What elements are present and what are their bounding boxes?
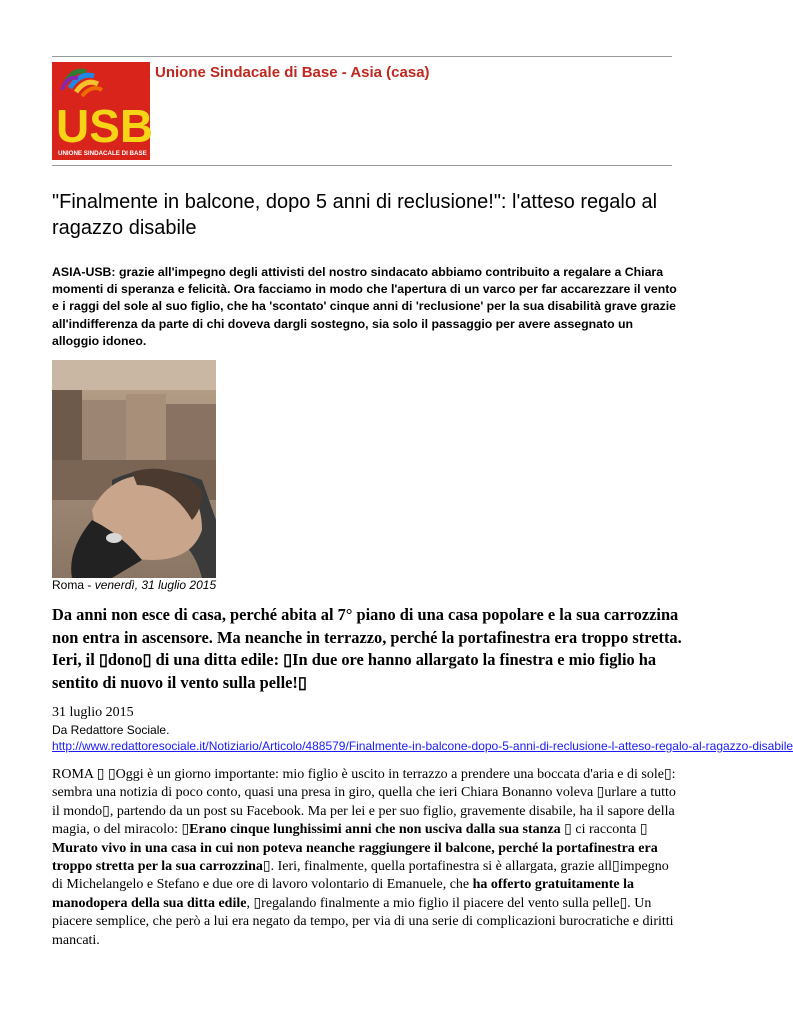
article-date: 31 luglio 2015 bbox=[52, 705, 134, 720]
article-title: "Finalmente in balcone, dopo 5 anni di reclusione!": l'atteso regalo al ragazzo disabile bbox=[52, 191, 658, 239]
caption-place: Roma - bbox=[52, 578, 95, 592]
photo-caption bbox=[52, 578, 216, 592]
article-lead: Da anni non esce di casa, perché abita al 7° piano di una casa popolare e la sua carrozzina non entra in ascensore. Ma neanche in terrazzo, perché la portafinestra era troppo stretta. Ieri, il ▯dono▯ di una ditta edile: ▯In due ore hanno allargato la finestra e mio figlio ha sentito di nuovo il vento sulla pelle!▯ bbox=[52, 605, 682, 692]
source-link[interactable]: http://www.redattoresociale.it/Notiziario/Articolo/488579/Finalmente-in-balcone-dopo-5-anni-di-reclusione-l-atteso-regalo-al-ragazzo-disabile bbox=[52, 739, 793, 753]
body-bold-1: Erano cinque lunghissimi anni che non usciva dalla sua stanza bbox=[189, 822, 561, 838]
usb-logo bbox=[52, 62, 154, 160]
body-bold-3: ha offerto gratuitamente la manodopera della sua ditta edile bbox=[52, 877, 634, 911]
body-text-2: ▯ ci racconta ▯ bbox=[560, 822, 648, 838]
body-text-1: ROMA ▯ ▯Oggi è un giorno importante: mio figlio è uscito in terrazzo a prendere una boccata d'aria e di sole▯: sembra una notizia di poco conto, quasi una presa in giro, quella che ieri Chiara Bonanno voleva ▯urlare a tutto il mondo▯, partendo da un post su Facebook. Ma per lei e per suo figlio, gravemente disabile, ha il sapore della magia, o del miracolo: ▯ bbox=[52, 767, 676, 838]
article-source: Da Redattore Sociale. bbox=[52, 723, 170, 737]
body-bold-2: Murato vivo in una casa in cui non poteva neanche raggiungere il balcone, perché la portafinestra era troppo stretta per la sua carrozzina bbox=[52, 840, 658, 875]
logo-text: USB bbox=[56, 100, 154, 152]
header-bottom-rule bbox=[52, 165, 672, 166]
caption-date: venerdì, 31 luglio 2015 bbox=[94, 578, 217, 592]
organization-name: Unione Sindacale di Base - Asia (casa) bbox=[155, 64, 430, 81]
article-body bbox=[52, 766, 682, 950]
body-text-4: , ▯regalando finalmente a mio figlio il piacere del vento sulla pelle▯. Un piacere semplice, che però a lui era negato da tempo, per via di una serie di complicazioni burocratiche e diritti mancati. bbox=[52, 895, 674, 948]
logo-subtitle: UNIONE SINDACALE DI BASE bbox=[58, 150, 147, 157]
top-rule bbox=[52, 56, 672, 57]
article-intro: ASIA-USB: grazie all'impegno degli attivisti del nostro sindacato abbiamo contribuito a regalare a Chiara momenti di speranza e felicità. Ora facciamo in modo che l'apertura di un varco per far accarezzare il vento e i raggi del sole al suo figlio, che ha 'scontato' cinque anni di 'reclusione' per la sua disabilità grave grazie all'indifferenza da parte di chi doveva dargli sostegno, sia solo il passaggio per avere assegnato un alloggio idoneo. bbox=[52, 265, 677, 348]
article-photo bbox=[52, 360, 216, 578]
body-text-3: ▯. Ieri, finalmente, quella portafinestra si è allargata, grazie all▯impegno di Michelangelo e Stefano e due ore di lavoro volontario di Emanuele, che bbox=[52, 859, 669, 893]
